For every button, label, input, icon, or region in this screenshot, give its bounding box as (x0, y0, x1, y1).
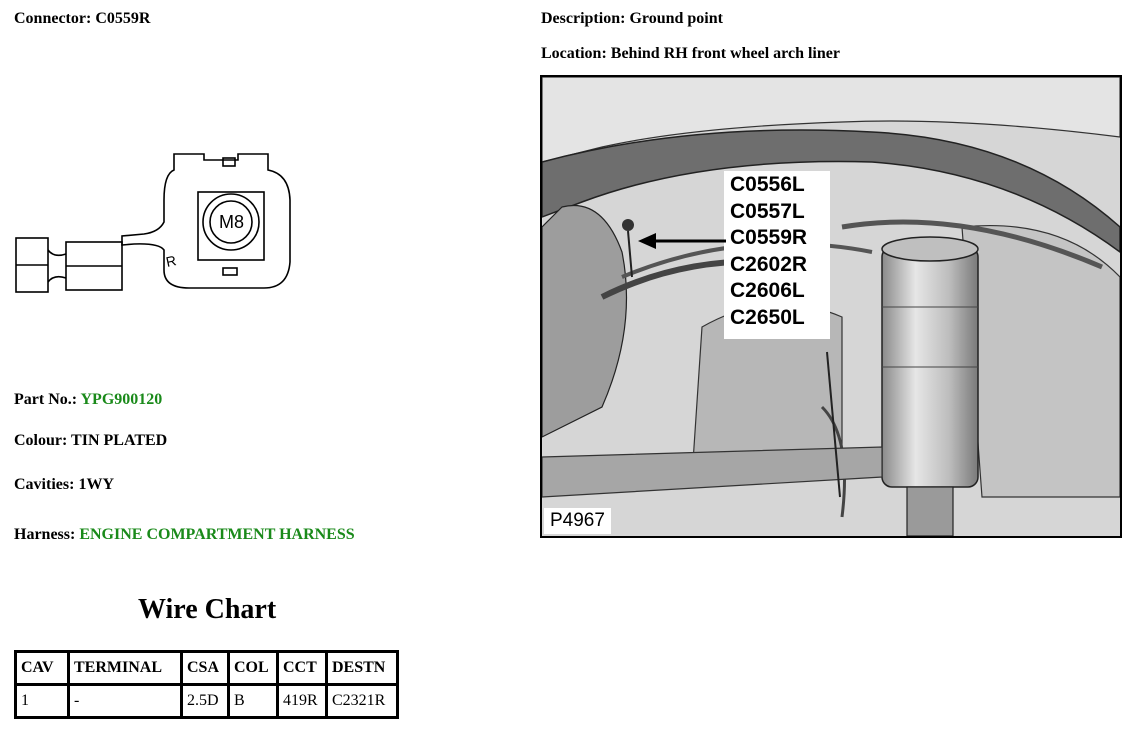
colour-value: TIN PLATED (71, 432, 168, 449)
cavities-field (14, 476, 114, 494)
wire-chart-title: Wire Chart (138, 594, 277, 625)
part-no-field (14, 391, 162, 409)
location-photo (540, 75, 1122, 538)
description-field (541, 10, 723, 28)
location-label: Location: (541, 45, 607, 62)
cell-destn: C2321R (328, 686, 396, 716)
callout-connector: C2602R (730, 252, 808, 276)
cell-terminal: - (70, 686, 180, 716)
harness-link[interactable]: ENGINE COMPARTMENT HARNESS (79, 526, 355, 543)
col-terminal-header: TERMINAL (70, 653, 180, 683)
description-label: Description: (541, 10, 626, 27)
location-field (541, 45, 840, 63)
location-value: Behind RH front wheel arch liner (610, 45, 840, 62)
col-csa-header: CSA (183, 653, 227, 683)
photo-reference-label: P4967 (544, 508, 611, 534)
wire-chart-table (14, 650, 399, 719)
description-value: Ground point (629, 10, 723, 27)
col-destn-header: DESTN (328, 653, 396, 683)
colour-field (14, 432, 167, 450)
callout-connector: C0557L (730, 199, 805, 223)
part-no-link[interactable]: YPG900120 (80, 391, 163, 408)
col-col-header: COL (230, 653, 276, 683)
harness-label: Harness: (14, 526, 76, 543)
colour-label: Colour: (14, 432, 68, 449)
cell-col: B (230, 686, 276, 716)
col-cct-header: CCT (279, 653, 325, 683)
col-cav-header: CAV (17, 653, 67, 683)
connector-terminal-diagram (14, 150, 294, 295)
connector-value: C0559R (95, 10, 151, 27)
harness-field (14, 526, 355, 544)
callout-connector: C2606L (730, 279, 805, 302)
callout-list (730, 172, 807, 331)
cell-cav: 1 (17, 686, 67, 716)
wire-chart-header-row (17, 653, 396, 683)
part-no-label: Part No.: (14, 391, 78, 408)
callout-connector: C0556L (730, 173, 805, 196)
engine-bay-illustration (542, 77, 1120, 536)
connector-field (14, 10, 150, 28)
table-row (17, 686, 396, 716)
side-mark: R (164, 252, 178, 270)
callout-connector: C2650L (730, 305, 805, 329)
cell-csa: 2.5D (183, 686, 227, 716)
stud-size-label: M8 (219, 212, 245, 232)
cavities-value: 1WY (78, 476, 114, 493)
cavities-label: Cavities: (14, 476, 75, 493)
callout-connector: C0559R (730, 226, 808, 249)
cell-cct: 419R (279, 686, 325, 716)
connector-label: Connector: (14, 10, 92, 27)
